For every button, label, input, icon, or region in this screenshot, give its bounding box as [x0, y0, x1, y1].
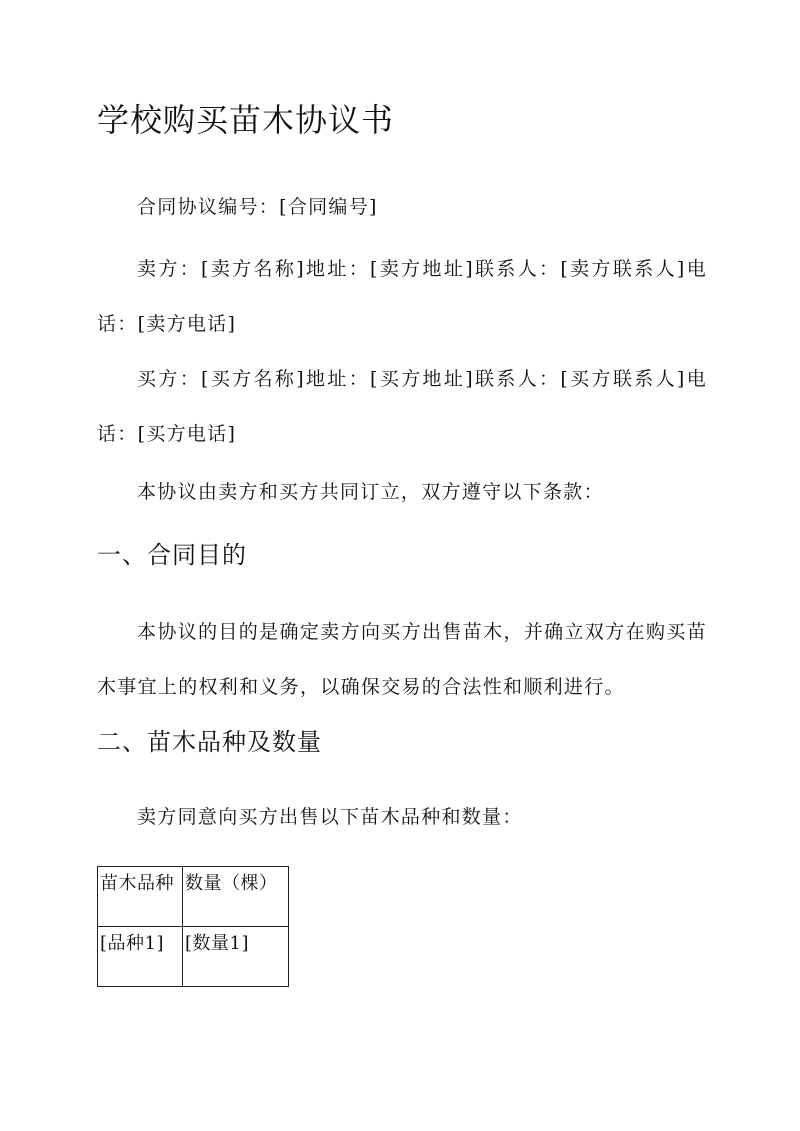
section-2-heading: 二、苗木品种及数量: [97, 728, 322, 756]
seller-info: 卖方：[卖方名称]地址：[卖方地址]联系人：[卖方联系人]电话：[卖方电话]: [97, 258, 707, 335]
section-1-heading: 一、合同目的: [97, 541, 247, 569]
table-cell-variety: [品种1]: [98, 927, 183, 987]
table-row: [98, 927, 289, 987]
table-header-variety: 苗木品种: [98, 867, 183, 927]
section-2-body: 卖方同意向买方出售以下苗木品种和数量：: [137, 806, 523, 828]
document-title: 学校购买苗木协议书: [97, 101, 395, 139]
table-header-row: [98, 867, 289, 927]
table-cell-quantity: [数量1]: [183, 927, 289, 987]
buyer-info: 买方：[买方名称]地址：[买方地址]联系人：[买方联系人]电话：[买方电话]: [97, 368, 707, 445]
table-header-quantity: 数量（棵）: [183, 867, 289, 927]
seedling-table: [97, 866, 289, 987]
intro-paragraph: 本协议由卖方和买方共同订立，双方遵守以下条款：: [137, 481, 604, 503]
section-1-body: 本协议的目的是确定卖方向买方出售苗木，并确立双方在购买苗木事宜上的权利和义务，以确保交易的合法性和顺利进行。: [97, 621, 707, 698]
contract-number-line: 合同协议编号：[合同编号]: [137, 196, 378, 218]
